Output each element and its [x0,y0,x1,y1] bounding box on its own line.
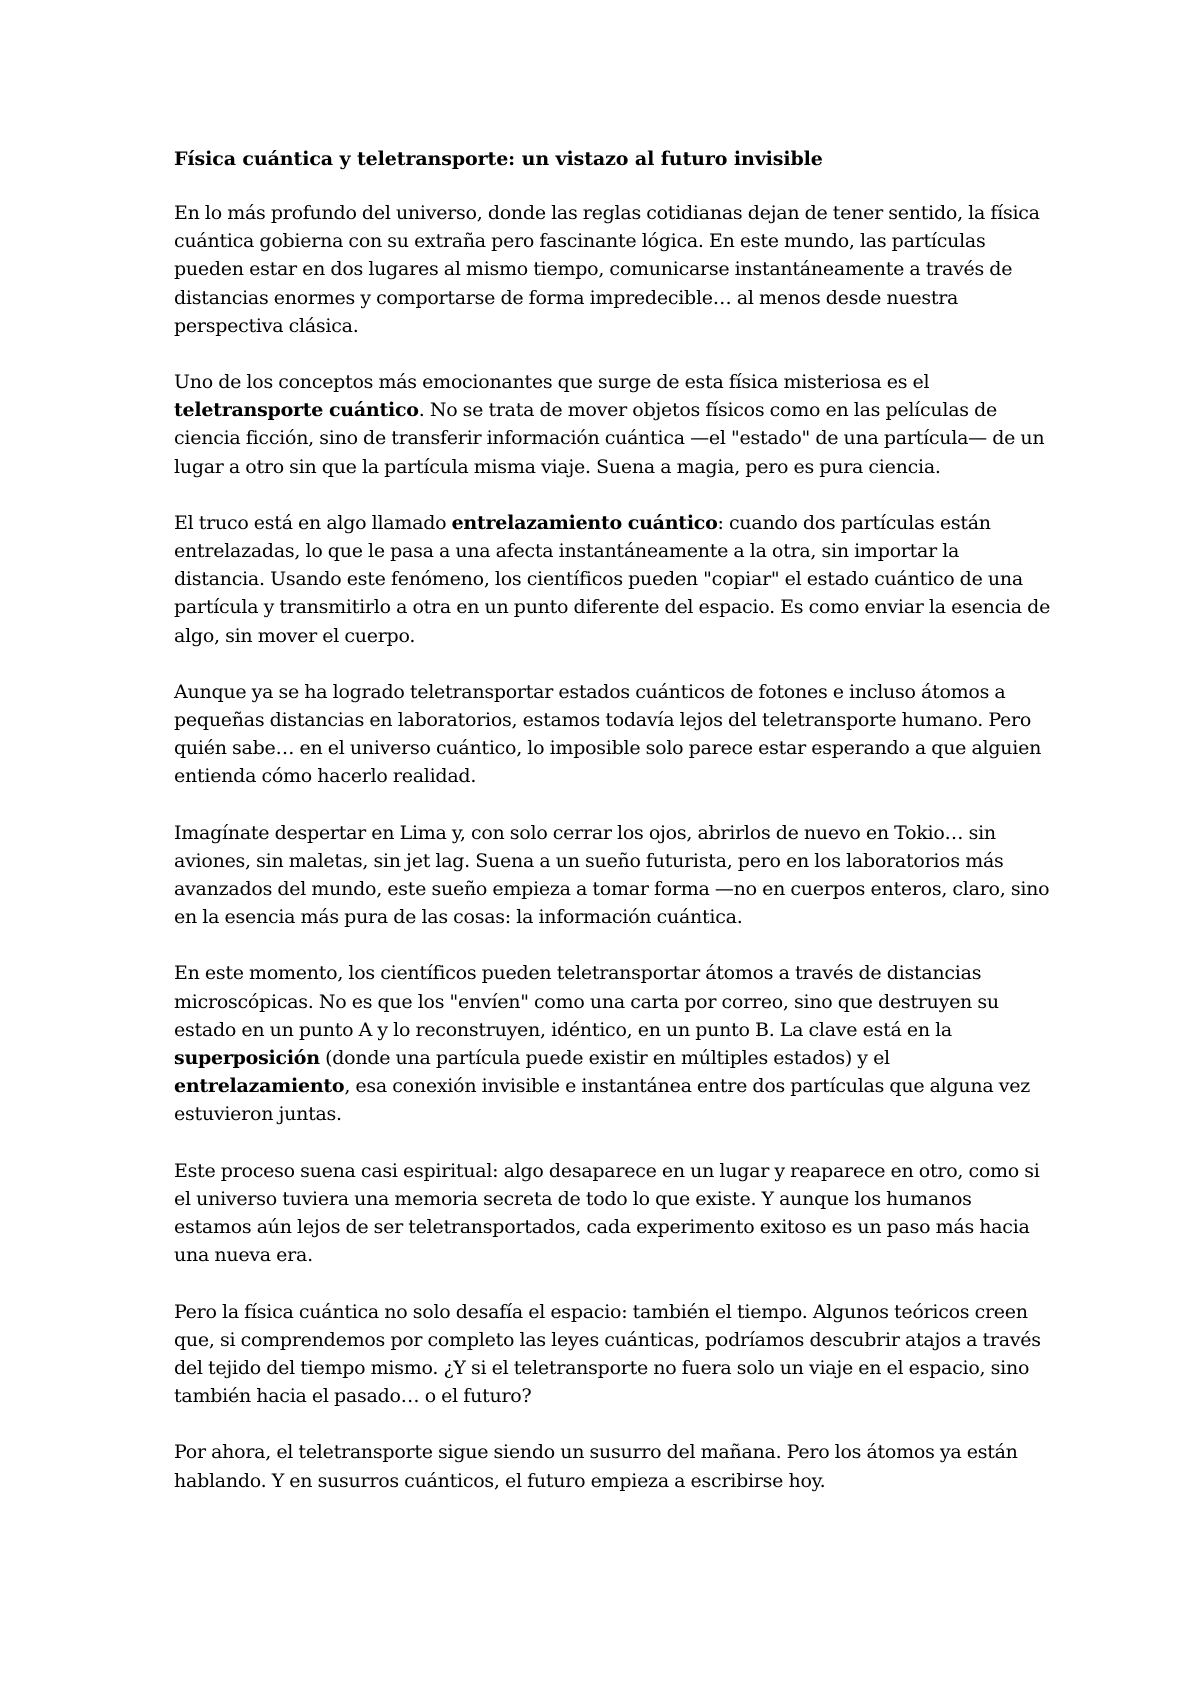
paragraph-3 [174,509,1054,650]
paragraph-6-before: En este momento, los científicos pueden teletransportar átomos a través de distancias microscópicas. No es que los "envíen" como una carta por correo, sino que destruyen su estado en un punto A y lo reconstruyen, idéntico, en un punto B. La clave está en la [174,962,999,1041]
paragraph-5: Imagínate despertar en Lima y, con solo cerrar los ojos, abrirlos de nuevo en Tokio… sin aviones, sin maletas, sin jet lag. Suena a un sueño futurista, pero en los laboratorios más avanzados del mundo, este sueño empieza a tomar forma —no en cuerpos enteros, claro, sino en la esencia más pura de las cosas: la información cuántica. [174,821,1050,929]
paragraph-6 [174,959,1054,1128]
term-entrelazamiento-cuantico: entrelazamiento cuántico [451,511,718,534]
paragraph-6-middle: (donde una partícula puede existir en múltiples estados) y el [319,1047,890,1070]
term-teletransporte-cuantico: teletransporte cuántico [174,399,419,422]
paragraph-8: Pero la física cuántica no solo desafía el espacio: también el tiempo. Algunos teóricos creen que, si comprendemos por completo las leyes cuánticas, podríamos descubrir atajos a través del tejido del tiempo mismo. ¿Y si el teletransporte no fuera solo un viaje en el espacio, sino también hacia el pasado… o el futuro? [174,1300,1041,1408]
term-superposicion: superposición [174,1047,320,1070]
term-entrelazamiento: entrelazamiento [174,1075,345,1098]
document-page [174,145,1054,1495]
paragraph-2 [174,368,1054,481]
paragraph-6-after: , esa conexión invisible e instantánea entre dos partículas que alguna vez estuvieron juntas. [174,1075,1030,1126]
paragraph-9: Por ahora, el teletransporte sigue siendo un susurro del mañana. Pero los átomos ya están hablando. Y en susurros cuánticos, el futuro empieza a escribirse hoy. [174,1441,1018,1492]
paragraph-1: En lo más profundo del universo, donde las reglas cotidianas dejan de tener sentido, la física cuántica gobierna con su extraña pero fascinante lógica. En este mundo, las partículas pueden estar en dos lugares al mismo tiempo, comunicarse instantáneamente a través de distancias enormes y comportarse de forma impredecible… al menos desde nuestra perspectiva clásica. [174,202,1040,337]
paragraph-7: Este proceso suena casi espiritual: algo desaparece en un lugar y reaparece en otro, como si el universo tuviera una memoria secreta de todo lo que existe. Y aunque los humanos estamos aún lejos de ser teletransportados, cada experimento exitoso es un paso más hacia una nueva era. [174,1159,1040,1267]
paragraph-2-before: Uno de los conceptos más emocionantes que surge de esta física misteriosa es el [174,371,930,394]
paragraph-4: Aunque ya se ha logrado teletransportar estados cuánticos de fotones e incluso átomos a pequeñas distancias en laboratorios, estamos todavía lejos del teletransporte humano. Pero quién sabe… en el universo cuántico, lo imposible solo parece estar esperando a que alguien entienda cómo hacerlo realidad. [174,680,1042,788]
document-title: Física cuántica y teletransporte: un vistazo al futuro invisible [174,148,823,170]
paragraph-2-after: . No se trata de mover objetos físicos como en las películas de ciencia ficción, sino de transferir información cuántica —el "estado" de una partícula— de un lugar a otro sin que la partícula misma viaje. Suena a magia, pero es pura ciencia. [174,399,1045,478]
paragraph-3-after: : cuando dos partículas están entrelazadas, lo que le pasa a una afecta instantáneamente a la otra, sin importar la distancia. Usando este fenómeno, los científicos pueden "copiar" el estado cuántico de una partícula y transmitirlo a otra en un punto diferente del espacio. Es como enviar la esencia de algo, sin mover el cuerpo. [174,511,1051,647]
paragraph-3-before: El truco está en algo llamado [174,511,452,534]
